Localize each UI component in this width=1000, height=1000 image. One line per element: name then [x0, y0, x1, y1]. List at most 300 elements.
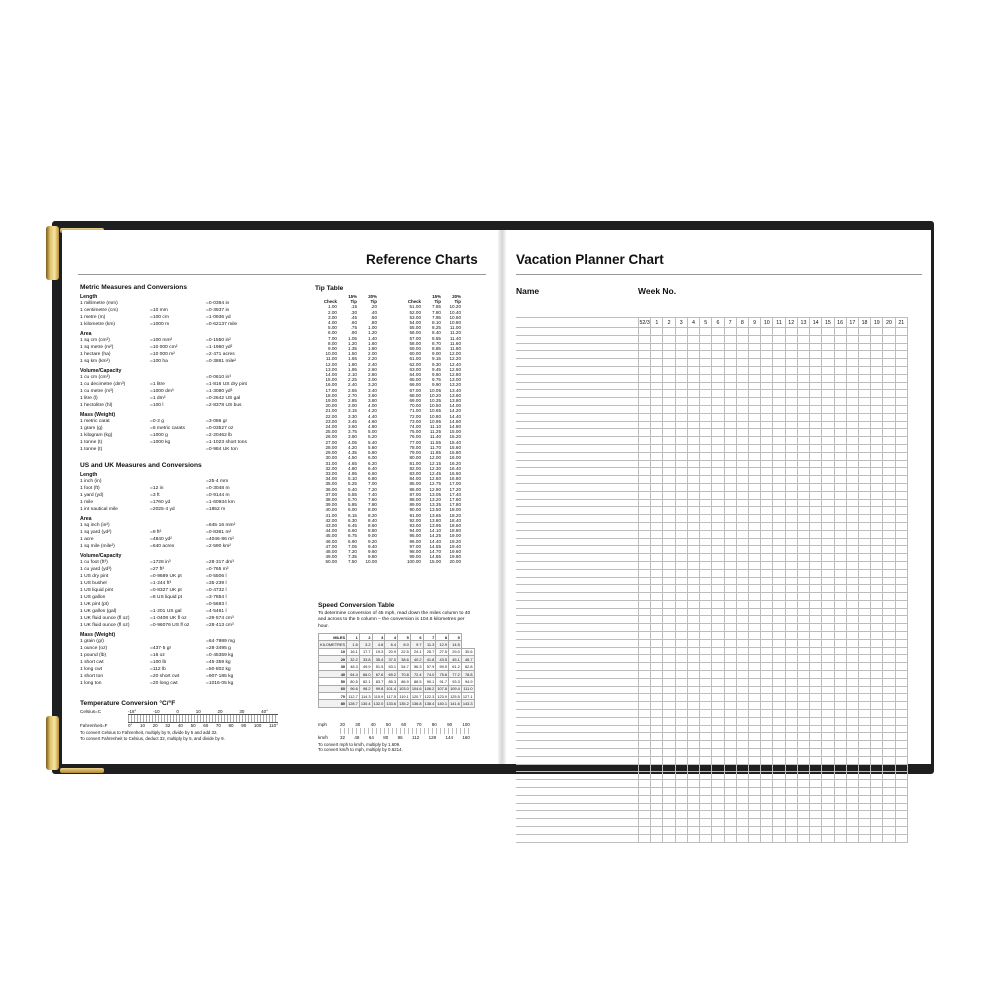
planner-week-cell[interactable] — [822, 686, 834, 694]
planner-week-cell[interactable] — [858, 405, 870, 413]
planner-week-cell[interactable] — [846, 390, 858, 398]
planner-week-cell[interactable] — [773, 600, 785, 608]
planner-week-cell[interactable] — [810, 444, 822, 452]
planner-week-cell[interactable] — [846, 788, 858, 796]
planner-week-cell[interactable] — [736, 366, 748, 374]
planner-week-cell[interactable] — [846, 741, 858, 749]
planner-week-cell[interactable] — [785, 522, 797, 530]
planner-week-cell[interactable] — [675, 608, 687, 616]
planner-week-cell[interactable] — [871, 756, 883, 764]
planner-week-cell[interactable] — [773, 328, 785, 336]
planner-week-cell[interactable] — [663, 733, 675, 741]
planner-week-cell[interactable] — [712, 546, 724, 554]
planner-week-cell[interactable] — [858, 382, 870, 390]
planner-week-cell[interactable] — [736, 538, 748, 546]
planner-week-cell[interactable] — [724, 374, 736, 382]
planner-week-cell[interactable] — [846, 444, 858, 452]
planner-week-cell[interactable] — [651, 616, 663, 624]
planner-week-cell[interactable] — [700, 803, 712, 811]
planner-week-cell[interactable] — [773, 671, 785, 679]
planner-week-cell[interactable] — [785, 351, 797, 359]
planner-week-cell[interactable] — [675, 476, 687, 484]
planner-week-cell[interactable] — [822, 421, 834, 429]
planner-week-cell[interactable] — [651, 624, 663, 632]
planner-week-cell[interactable] — [700, 437, 712, 445]
planner-week-cell[interactable] — [663, 421, 675, 429]
planner-week-cell[interactable] — [871, 616, 883, 624]
planner-week-cell[interactable] — [663, 671, 675, 679]
planner-week-cell[interactable] — [639, 335, 651, 343]
planner-name-cell[interactable] — [516, 351, 639, 359]
planner-week-cell[interactable] — [773, 593, 785, 601]
planner-week-cell[interactable] — [663, 593, 675, 601]
planner-week-cell[interactable] — [724, 366, 736, 374]
planner-name-cell[interactable] — [516, 328, 639, 336]
planner-week-cell[interactable] — [773, 335, 785, 343]
planner-week-cell[interactable] — [675, 421, 687, 429]
planner-week-cell[interactable] — [724, 359, 736, 367]
planner-week-cell[interactable] — [736, 741, 748, 749]
planner-week-cell[interactable] — [663, 827, 675, 835]
planner-week-cell[interactable] — [883, 452, 895, 460]
planner-week-cell[interactable] — [651, 569, 663, 577]
planner-week-cell[interactable] — [639, 452, 651, 460]
planner-week-cell[interactable] — [639, 593, 651, 601]
planner-week-cell[interactable] — [895, 741, 907, 749]
planner-name-cell[interactable] — [516, 834, 639, 842]
planner-week-cell[interactable] — [748, 522, 760, 530]
planner-week-cell[interactable] — [687, 444, 699, 452]
planner-week-cell[interactable] — [761, 569, 773, 577]
planner-week-cell[interactable] — [736, 530, 748, 538]
planner-week-cell[interactable] — [822, 554, 834, 562]
planner-week-cell[interactable] — [700, 515, 712, 523]
planner-week-cell[interactable] — [895, 624, 907, 632]
planner-week-cell[interactable] — [834, 717, 846, 725]
planner-week-cell[interactable] — [700, 343, 712, 351]
planner-week-cell[interactable] — [724, 788, 736, 796]
planner-week-cell[interactable] — [858, 460, 870, 468]
planner-week-cell[interactable] — [651, 452, 663, 460]
planner-week-cell[interactable] — [675, 499, 687, 507]
planner-week-cell[interactable] — [785, 374, 797, 382]
planner-week-cell[interactable] — [895, 390, 907, 398]
planner-week-cell[interactable] — [675, 507, 687, 515]
planner-week-cell[interactable] — [639, 382, 651, 390]
planner-week-cell[interactable] — [736, 819, 748, 827]
planner-week-cell[interactable] — [700, 522, 712, 530]
planner-week-cell[interactable] — [748, 780, 760, 788]
planner-week-cell[interactable] — [675, 522, 687, 530]
planner-week-cell[interactable] — [748, 827, 760, 835]
planner-week-cell[interactable] — [822, 663, 834, 671]
planner-week-cell[interactable] — [675, 749, 687, 757]
planner-week-cell[interactable] — [883, 398, 895, 406]
planner-week-cell[interactable] — [785, 515, 797, 523]
planner-week-cell[interactable] — [687, 468, 699, 476]
planner-week-cell[interactable] — [687, 390, 699, 398]
planner-week-cell[interactable] — [712, 561, 724, 569]
planner-week-cell[interactable] — [724, 741, 736, 749]
planner-week-cell[interactable] — [736, 413, 748, 421]
planner-week-cell[interactable] — [651, 429, 663, 437]
planner-week-cell[interactable] — [846, 343, 858, 351]
planner-week-cell[interactable] — [846, 468, 858, 476]
planner-week-cell[interactable] — [883, 686, 895, 694]
planner-week-cell[interactable] — [651, 725, 663, 733]
planner-week-cell[interactable] — [785, 561, 797, 569]
planner-week-cell[interactable] — [858, 359, 870, 367]
planner-week-cell[interactable] — [797, 772, 809, 780]
planner-week-cell[interactable] — [834, 546, 846, 554]
planner-week-cell[interactable] — [846, 577, 858, 585]
planner-week-cell[interactable] — [639, 476, 651, 484]
planner-week-cell[interactable] — [651, 803, 663, 811]
planner-week-cell[interactable] — [797, 515, 809, 523]
planner-week-cell[interactable] — [712, 616, 724, 624]
planner-week-cell[interactable] — [761, 671, 773, 679]
planner-week-cell[interactable] — [773, 795, 785, 803]
planner-week-cell[interactable] — [883, 702, 895, 710]
planner-week-cell[interactable] — [797, 710, 809, 718]
planner-week-cell[interactable] — [773, 772, 785, 780]
planner-week-cell[interactable] — [810, 686, 822, 694]
planner-week-cell[interactable] — [797, 632, 809, 640]
planner-week-cell[interactable] — [724, 694, 736, 702]
planner-week-cell[interactable] — [748, 694, 760, 702]
planner-week-cell[interactable] — [858, 429, 870, 437]
planner-week-cell[interactable] — [822, 710, 834, 718]
planner-week-cell[interactable] — [687, 366, 699, 374]
planner-week-cell[interactable] — [895, 413, 907, 421]
planner-week-cell[interactable] — [846, 655, 858, 663]
planner-week-cell[interactable] — [858, 600, 870, 608]
planner-week-cell[interactable] — [712, 405, 724, 413]
planner-week-cell[interactable] — [871, 749, 883, 757]
planner-week-cell[interactable] — [736, 811, 748, 819]
planner-week-cell[interactable] — [773, 803, 785, 811]
planner-week-cell[interactable] — [834, 476, 846, 484]
planner-week-cell[interactable] — [895, 468, 907, 476]
planner-week-cell[interactable] — [883, 421, 895, 429]
planner-week-cell[interactable] — [736, 398, 748, 406]
planner-week-cell[interactable] — [748, 437, 760, 445]
planner-week-cell[interactable] — [785, 335, 797, 343]
planner-week-cell[interactable] — [810, 538, 822, 546]
planner-week-cell[interactable] — [639, 663, 651, 671]
planner-week-cell[interactable] — [871, 741, 883, 749]
planner-week-cell[interactable] — [700, 600, 712, 608]
planner-name-cell[interactable] — [516, 827, 639, 835]
planner-week-cell[interactable] — [748, 593, 760, 601]
planner-week-cell[interactable] — [785, 491, 797, 499]
planner-week-cell[interactable] — [858, 795, 870, 803]
planner-week-cell[interactable] — [736, 756, 748, 764]
planner-week-cell[interactable] — [871, 499, 883, 507]
planner-week-cell[interactable] — [651, 710, 663, 718]
planner-week-cell[interactable] — [810, 655, 822, 663]
planner-week-cell[interactable] — [663, 491, 675, 499]
planner-week-cell[interactable] — [871, 366, 883, 374]
planner-week-cell[interactable] — [883, 788, 895, 796]
planner-week-cell[interactable] — [883, 569, 895, 577]
planner-week-cell[interactable] — [748, 616, 760, 624]
planner-week-cell[interactable] — [858, 741, 870, 749]
planner-week-cell[interactable] — [639, 788, 651, 796]
planner-week-cell[interactable] — [712, 460, 724, 468]
planner-week-cell[interactable] — [883, 476, 895, 484]
planner-week-cell[interactable] — [748, 600, 760, 608]
planner-week-cell[interactable] — [675, 437, 687, 445]
planner-week-cell[interactable] — [663, 468, 675, 476]
planner-week-cell[interactable] — [736, 647, 748, 655]
planner-week-cell[interactable] — [748, 741, 760, 749]
planner-week-cell[interactable] — [785, 772, 797, 780]
planner-week-cell[interactable] — [895, 366, 907, 374]
vacation-planner-grid[interactable] — [516, 317, 908, 843]
planner-name-cell[interactable] — [516, 561, 639, 569]
planner-week-cell[interactable] — [639, 522, 651, 530]
planner-week-cell[interactable] — [797, 390, 809, 398]
planner-name-cell[interactable] — [516, 421, 639, 429]
planner-week-cell[interactable] — [700, 725, 712, 733]
planner-week-cell[interactable] — [822, 803, 834, 811]
planner-week-cell[interactable] — [663, 546, 675, 554]
planner-week-cell[interactable] — [724, 616, 736, 624]
planner-week-cell[interactable] — [748, 749, 760, 757]
planner-week-cell[interactable] — [773, 780, 785, 788]
planner-week-cell[interactable] — [858, 554, 870, 562]
planner-week-cell[interactable] — [712, 421, 724, 429]
planner-week-cell[interactable] — [797, 569, 809, 577]
planner-week-cell[interactable] — [675, 483, 687, 491]
planner-week-cell[interactable] — [675, 811, 687, 819]
planner-week-cell[interactable] — [895, 328, 907, 336]
planner-week-cell[interactable] — [700, 421, 712, 429]
planner-week-cell[interactable] — [846, 725, 858, 733]
planner-week-cell[interactable] — [822, 444, 834, 452]
planner-name-cell[interactable] — [516, 780, 639, 788]
planner-week-cell[interactable] — [895, 834, 907, 842]
planner-week-cell[interactable] — [712, 780, 724, 788]
planner-week-cell[interactable] — [895, 608, 907, 616]
planner-week-cell[interactable] — [724, 398, 736, 406]
planner-week-cell[interactable] — [639, 359, 651, 367]
planner-week-cell[interactable] — [651, 359, 663, 367]
planner-week-cell[interactable] — [822, 827, 834, 835]
planner-week-cell[interactable] — [712, 437, 724, 445]
planner-week-cell[interactable] — [773, 468, 785, 476]
planner-week-cell[interactable] — [773, 429, 785, 437]
planner-week-cell[interactable] — [810, 733, 822, 741]
planner-week-cell[interactable] — [687, 616, 699, 624]
planner-week-cell[interactable] — [651, 366, 663, 374]
planner-week-cell[interactable] — [883, 741, 895, 749]
planner-name-cell[interactable] — [516, 507, 639, 515]
planner-week-cell[interactable] — [724, 702, 736, 710]
planner-week-cell[interactable] — [761, 632, 773, 640]
planner-week-cell[interactable] — [700, 811, 712, 819]
planner-week-cell[interactable] — [797, 522, 809, 530]
planner-week-cell[interactable] — [675, 538, 687, 546]
planner-week-cell[interactable] — [871, 647, 883, 655]
planner-week-cell[interactable] — [639, 405, 651, 413]
planner-week-cell[interactable] — [736, 803, 748, 811]
planner-week-cell[interactable] — [736, 476, 748, 484]
planner-name-cell[interactable] — [516, 468, 639, 476]
planner-week-cell[interactable] — [651, 772, 663, 780]
planner-week-cell[interactable] — [748, 561, 760, 569]
planner-week-cell[interactable] — [724, 499, 736, 507]
planner-week-cell[interactable] — [761, 764, 773, 772]
planner-week-cell[interactable] — [834, 616, 846, 624]
planner-week-cell[interactable] — [846, 569, 858, 577]
planner-week-cell[interactable] — [797, 413, 809, 421]
planner-name-cell[interactable] — [516, 405, 639, 413]
planner-week-cell[interactable] — [712, 702, 724, 710]
planner-week-cell[interactable] — [822, 647, 834, 655]
planner-week-cell[interactable] — [846, 538, 858, 546]
planner-week-cell[interactable] — [773, 444, 785, 452]
planner-week-cell[interactable] — [895, 795, 907, 803]
planner-week-cell[interactable] — [663, 756, 675, 764]
planner-week-cell[interactable] — [639, 600, 651, 608]
planner-week-cell[interactable] — [883, 405, 895, 413]
planner-week-cell[interactable] — [846, 382, 858, 390]
planner-week-cell[interactable] — [712, 733, 724, 741]
planner-week-cell[interactable] — [871, 491, 883, 499]
planner-week-cell[interactable] — [700, 546, 712, 554]
planner-week-cell[interactable] — [712, 483, 724, 491]
planner-week-cell[interactable] — [748, 476, 760, 484]
planner-week-cell[interactable] — [785, 405, 797, 413]
planner-week-cell[interactable] — [797, 398, 809, 406]
planner-week-cell[interactable] — [663, 460, 675, 468]
planner-week-cell[interactable] — [687, 538, 699, 546]
planner-week-cell[interactable] — [748, 366, 760, 374]
planner-week-cell[interactable] — [712, 351, 724, 359]
planner-week-cell[interactable] — [761, 725, 773, 733]
planner-week-cell[interactable] — [883, 515, 895, 523]
planner-week-cell[interactable] — [736, 390, 748, 398]
planner-name-cell[interactable] — [516, 639, 639, 647]
planner-week-cell[interactable] — [895, 491, 907, 499]
planner-week-cell[interactable] — [871, 608, 883, 616]
planner-week-cell[interactable] — [785, 452, 797, 460]
planner-week-cell[interactable] — [785, 398, 797, 406]
planner-week-cell[interactable] — [700, 476, 712, 484]
planner-name-cell[interactable] — [516, 764, 639, 772]
planner-week-cell[interactable] — [736, 405, 748, 413]
planner-week-cell[interactable] — [773, 554, 785, 562]
planner-week-cell[interactable] — [785, 600, 797, 608]
planner-week-cell[interactable] — [785, 756, 797, 764]
planner-week-cell[interactable] — [883, 749, 895, 757]
planner-week-cell[interactable] — [761, 647, 773, 655]
planner-week-cell[interactable] — [773, 756, 785, 764]
planner-week-cell[interactable] — [712, 819, 724, 827]
planner-week-cell[interactable] — [736, 554, 748, 562]
planner-week-cell[interactable] — [700, 390, 712, 398]
planner-week-cell[interactable] — [748, 702, 760, 710]
planner-week-cell[interactable] — [724, 554, 736, 562]
planner-week-cell[interactable] — [651, 538, 663, 546]
planner-week-cell[interactable] — [785, 655, 797, 663]
planner-week-cell[interactable] — [871, 561, 883, 569]
planner-name-cell[interactable] — [516, 374, 639, 382]
planner-week-cell[interactable] — [651, 483, 663, 491]
planner-week-cell[interactable] — [773, 632, 785, 640]
planner-week-cell[interactable] — [712, 741, 724, 749]
planner-week-cell[interactable] — [687, 795, 699, 803]
planner-week-cell[interactable] — [651, 499, 663, 507]
planner-week-cell[interactable] — [834, 756, 846, 764]
planner-week-cell[interactable] — [639, 780, 651, 788]
planner-week-cell[interactable] — [639, 569, 651, 577]
planner-week-cell[interactable] — [883, 593, 895, 601]
planner-name-cell[interactable] — [516, 819, 639, 827]
planner-week-cell[interactable] — [822, 405, 834, 413]
planner-week-cell[interactable] — [748, 444, 760, 452]
planner-week-cell[interactable] — [700, 530, 712, 538]
planner-week-cell[interactable] — [834, 515, 846, 523]
planner-week-cell[interactable] — [651, 671, 663, 679]
planner-week-cell[interactable] — [797, 725, 809, 733]
planner-week-cell[interactable] — [785, 538, 797, 546]
planner-week-cell[interactable] — [810, 717, 822, 725]
planner-week-cell[interactable] — [748, 577, 760, 585]
planner-week-cell[interactable] — [834, 491, 846, 499]
planner-week-cell[interactable] — [712, 530, 724, 538]
planner-week-cell[interactable] — [883, 725, 895, 733]
planner-week-cell[interactable] — [858, 616, 870, 624]
planner-week-cell[interactable] — [846, 795, 858, 803]
planner-week-cell[interactable] — [810, 335, 822, 343]
planner-week-cell[interactable] — [748, 530, 760, 538]
planner-week-cell[interactable] — [858, 788, 870, 796]
planner-week-cell[interactable] — [895, 483, 907, 491]
planner-week-cell[interactable] — [724, 827, 736, 835]
planner-week-cell[interactable] — [761, 827, 773, 835]
planner-name-cell[interactable] — [516, 741, 639, 749]
planner-week-cell[interactable] — [651, 491, 663, 499]
planner-week-cell[interactable] — [883, 733, 895, 741]
planner-week-cell[interactable] — [797, 530, 809, 538]
planner-week-cell[interactable] — [712, 827, 724, 835]
planner-week-cell[interactable] — [822, 624, 834, 632]
planner-week-cell[interactable] — [785, 624, 797, 632]
planner-week-cell[interactable] — [846, 803, 858, 811]
planner-week-cell[interactable] — [639, 717, 651, 725]
planner-week-cell[interactable] — [846, 421, 858, 429]
planner-week-cell[interactable] — [663, 405, 675, 413]
planner-week-cell[interactable] — [858, 437, 870, 445]
planner-week-cell[interactable] — [663, 561, 675, 569]
planner-week-cell[interactable] — [712, 764, 724, 772]
planner-week-cell[interactable] — [761, 460, 773, 468]
planner-week-cell[interactable] — [785, 359, 797, 367]
planner-week-cell[interactable] — [785, 834, 797, 842]
planner-week-cell[interactable] — [846, 671, 858, 679]
planner-week-cell[interactable] — [651, 515, 663, 523]
planner-week-cell[interactable] — [700, 351, 712, 359]
planner-week-cell[interactable] — [736, 632, 748, 640]
planner-week-cell[interactable] — [846, 561, 858, 569]
planner-week-cell[interactable] — [797, 444, 809, 452]
planner-week-cell[interactable] — [724, 530, 736, 538]
planner-week-cell[interactable] — [748, 756, 760, 764]
planner-week-cell[interactable] — [724, 437, 736, 445]
